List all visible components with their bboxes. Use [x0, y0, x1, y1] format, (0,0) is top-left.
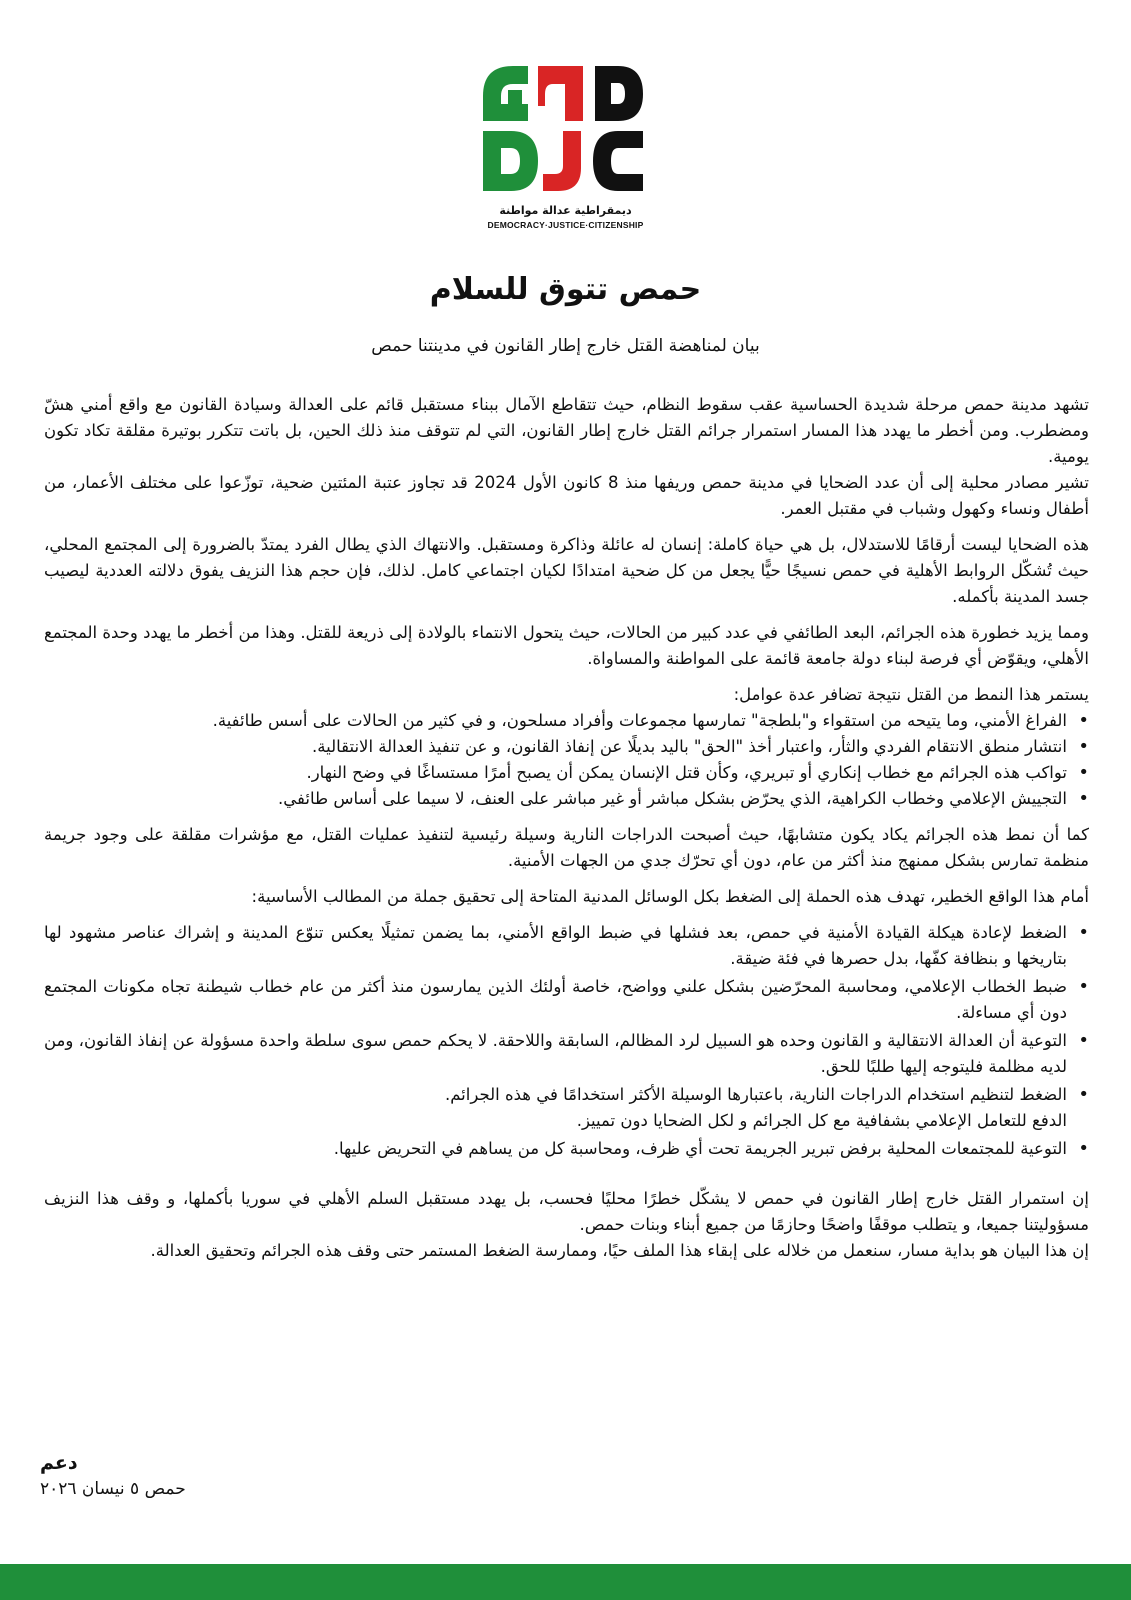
demand-item: • ضبط الخطاب الإعلامي، ومحاسبة المحرّضين بشكل علني وواضح، خاصة أولئك الذين يمارسون منذ أكثر من عام خطاب شيطنة تجاه مكونات المجتمع دون أي مساءلة.: [44, 974, 1067, 1026]
factor-item: • تواكب هذه الجرائم مع خطاب إنكاري أو تبريري، وكأن قتل الإنسان يمكن أن يصبح أمرًا مستساغًا في وضح النهار.: [44, 760, 1067, 786]
organization-logo: [483, 66, 648, 236]
intro-paragraph-1: تشهد مدينة حمص مرحلة شديدة الحساسية عقب سقوط النظام، حيث تتقاطع الآمال ببناء مستقبل قائم على العدالة وسيادة القانون مع واقع أمني هشّ ومضطرب. ومن أخطر ما يهدد هذا المسار استمرار جرائم القتل خارج إطار القانون، التي لم تتوقف منذ ذلك الحين، بل باتت تتكرر بوتيرة مقلقة تكاد تكون يومية.: [44, 395, 1089, 466]
closing-paragraph-1: إن استمرار القتل خارج إطار القانون في حمص لا يشكّل خطرًا محليًا فحسب، بل يهدد مستقبل السلم الأهلي في سوريا بأكملها، و وقف هذا النزيف مسؤوليتنا جميعا، و يتطلب موقفًا واضحًا وحازمًا من جميع أبناء وبنات حمص.: [44, 1189, 1089, 1234]
logo-black-bottom: [593, 131, 643, 191]
logo-red-bottom: [543, 131, 581, 191]
page-title: حمص تتوق للسلام: [429, 272, 702, 307]
demand-item: • الضغط لإعادة هيكلة القيادة الأمنية في حمص، بعد فشلها في ضبط الواقع الأمني، بما يضمن تمثيلًا يعكس تنوّع المدينة و إشراك عناصر مشهود لها بتاريخها و بنظافة كفّها، بدل حصرها في فئة ضيقة.: [44, 920, 1067, 972]
logo-red-top: [538, 66, 583, 121]
logo-english-text: DEMOCRACY·JUSTICE·CITIZENSHIP: [487, 220, 644, 230]
logo-black-top: [595, 66, 643, 121]
demand-item: • التوعية أن العدالة الانتقالية و القانون وحده هو السبيل لرد المظالم، السابقة واللاحقة. لا يحكم حمص سوى سلطة واحدة مسؤولة عن إنفاذ القانون، ومن لديه مظلمة فليتوجه إليها طلبًا للحق.: [44, 1028, 1067, 1080]
demands-intro: أمام هذا الواقع الخطير، تهدف هذه الحملة إلى الضغط بكل الوسائل المدنية المتاحة إلى تحقيق جملة من المطالب الأساسية:: [251, 887, 1089, 906]
victims-paragraph: هذه الضحايا ليست أرقامًا للاستدلال، بل هي حياة كاملة: إنسان له عائلة وذاكرة ومستقبل. والانتهاك الذي يطال الفرد يمتدّ بالضرورة إلى المجتمع المحلي، حيث تُشكّل الروابط الأهلية في حمص نسيجًا حيًّا يجعل من كل ضحية امتدادًا لكيان اجتماعي كامل. لذلك، فإن حجم هذا النزيف يفوق دلالته العددية ليصيب جسد المدينة بأكمله.: [44, 535, 1089, 606]
sectarian-paragraph: ومما يزيد خطورة هذه الجرائم، البعد الطائفي في عدد كبير من الحالات، حيث يتحول الانتماء بالولادة إلى ذريعة للقتل. وهذا من أخطر ما يهدد وحدة المجتمع الأهلي، ويقوّض أي فرصة لبناء دولة جامعة قائمة على المواطنة والمساواة.: [44, 623, 1089, 668]
demands-list: [44, 920, 1089, 1162]
pattern-paragraph: كما أن نمط هذه الجرائم يكاد يكون متشابهًا، حيث أصبحت الدراجات النارية وسيلة رئيسية لتنفيذ عمليات القتل، مع مؤشرات مقلقة على وجود جريمة منظمة تمارس بشكل ممنهج منذ أكثر من عام، دون أي تحرّك جدي من الجهات الأمنية.: [44, 825, 1089, 870]
signature-org: دعم: [40, 1452, 78, 1474]
demand-item: • التوعية للمجتمعات المحلية برفض تبرير الجريمة تحت أي ظرف، ومحاسبة كل من يساهم في التحريض عليها.: [44, 1136, 1067, 1162]
signature-block: [40, 1450, 340, 1502]
logo-green-bottom: [483, 131, 538, 191]
logo-mark: [483, 66, 648, 201]
closing-paragraph-2: إن هذا البيان هو بداية مسار، سنعمل من خلاله على إبقاء هذا الملف حيًا، وممارسة الضغط المستمر حتى وقف هذه الجرائم وتحقيق العدالة.: [150, 1241, 1089, 1260]
footer-bar: [0, 1564, 1131, 1600]
logo-arabic-text: ديمقراطية عدالة مواطنة: [499, 204, 632, 217]
signature-date: حمص ٥ نيسان ٢٠٢٦: [40, 1479, 186, 1499]
statement-body: [44, 392, 1089, 1264]
factor-item: • انتشار منطق الانتقام الفردي والثأر، واعتبار أخذ "الحق" باليد بديلًا عن إنفاذ القانون، و عن تنفيذ العدالة الانتقالية.: [44, 734, 1067, 760]
factors-intro: يستمر هذا النمط من القتل نتيجة تضافر عدة عوامل:: [733, 685, 1089, 704]
demand-item: • الضغط لتنظيم استخدام الدراجات النارية، باعتبارها الوسيلة الأكثر استخدامًا في هذه الجرائم. الدفع للتعامل الإعلامي بشفافية مع كل الجرائم و لكل الضحايا دون تمييز.: [44, 1082, 1067, 1134]
page-subtitle: بيان لمناهضة القتل خارج إطار القانون في مدينتنا حمص: [371, 336, 760, 356]
intro-paragraph-2: تشير مصادر محلية إلى أن عدد الضحايا في مدينة حمص وريفها منذ 8 كانون الأول 2024 قد تجاوز عتبة المئتين ضحية، توزّعوا على مختلف الأعمار، من أطفال ونساء وكهول وشباب في مقتبل العمر.: [44, 473, 1089, 518]
factor-item: • الفراغ الأمني، وما يتيحه من استقواء و"بلطجة" تمارسها مجموعات وأفراد مسلحون، و في كثير من الحالات على أسس طائفية.: [44, 708, 1067, 734]
factors-list: [44, 708, 1089, 812]
factor-item: • التجييش الإعلامي وخطاب الكراهية، الذي يحرّض بشكل مباشر أو غير مباشر على العنف، لا سيما على أساس طائفي.: [44, 786, 1067, 812]
